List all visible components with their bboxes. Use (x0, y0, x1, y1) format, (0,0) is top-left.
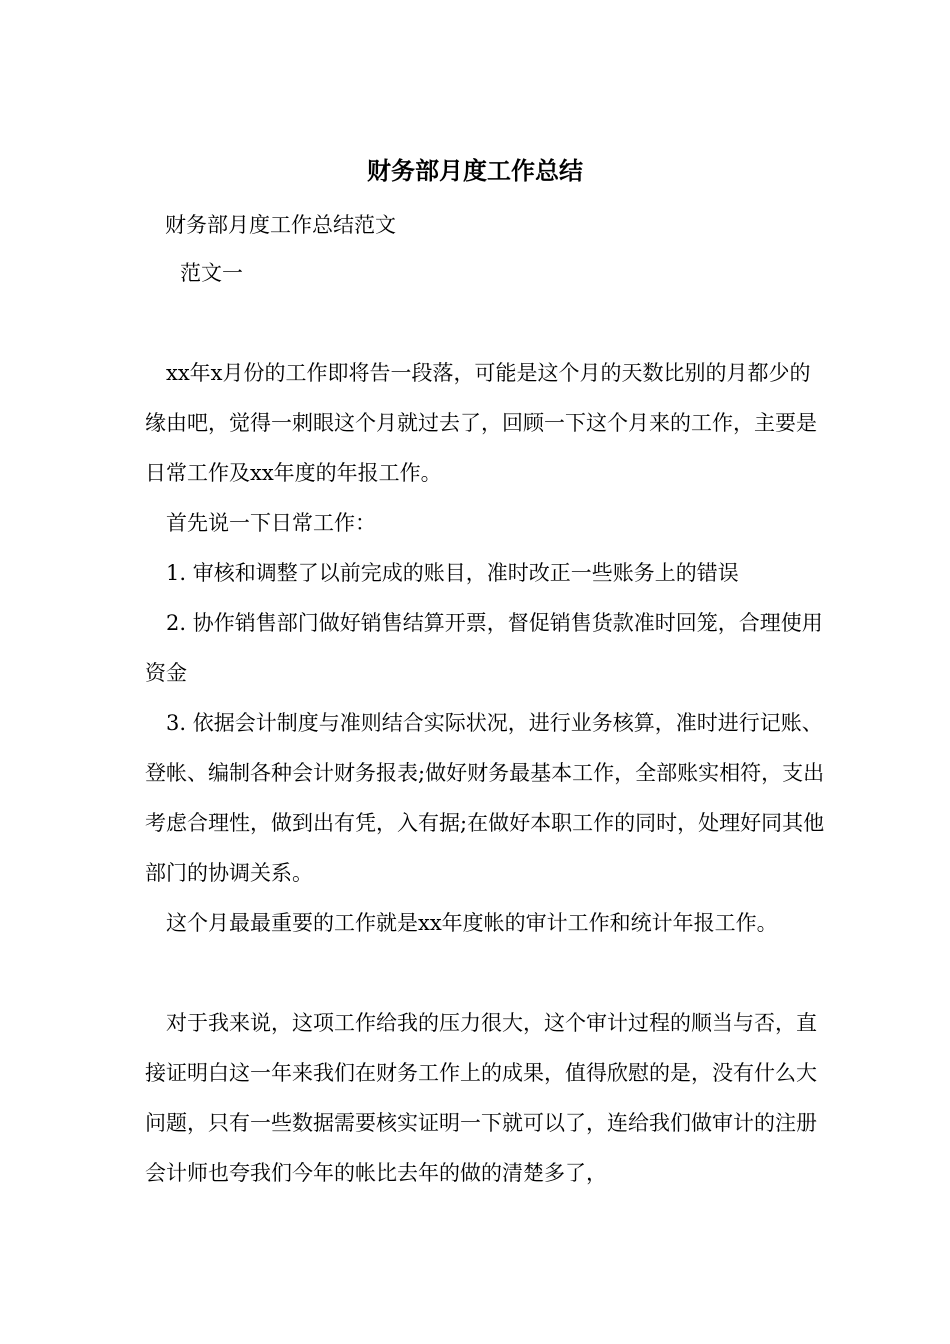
section-label: 范文一 (180, 261, 243, 285)
paragraph-intro: xx年x月份的工作即将告一段落，可能是这个月的天数比别的月都少的缘由吧，觉得一刺眼这个月就过去了，回顾一下这个月来的工作，主要是日常工作及xx年度的年报工作。 (145, 361, 817, 485)
paragraph-daily-work-heading: 首先说一下日常工作： (166, 511, 376, 535)
list-item-2: 2. 协作销售部门做好销售结算开票，督促销售货款准时回笼，合理使用资金 (145, 611, 823, 685)
document-title: 财务部月度工作总结 (367, 156, 583, 185)
list-item-3: 3. 依据会计制度与准则结合实际状况，进行业务核算，准时进行记账、登帐、编制各种会计财务报表;做好财务最基本工作，全部账实相符，支出考虑合理性，做到出有凭，入有据;在做好本职工作的同时，处理好同其他部门的协调关系。 (145, 711, 825, 885)
paragraph-pressure: 对于我来说，这项工作给我的压力很大，这个审计过程的顺当与否，直接证明白这一年来我们在财务工作上的成果，值得欣慰的是，没有什么大问题，只有一些数据需要核实证明一下就可以了，连给我们做审计的注册会计师也夸我们今年的帐比去年的做的清楚多了， (145, 1011, 817, 1185)
paragraph-audit: 这个月最最重要的工作就是xx年度帐的审计工作和统计年报工作。 (166, 911, 778, 935)
document-subtitle: 财务部月度工作总结范文 (165, 213, 396, 237)
list-item-1: 1. 审核和调整了以前完成的账目，准时改正一些账务上的错误 (166, 561, 739, 585)
